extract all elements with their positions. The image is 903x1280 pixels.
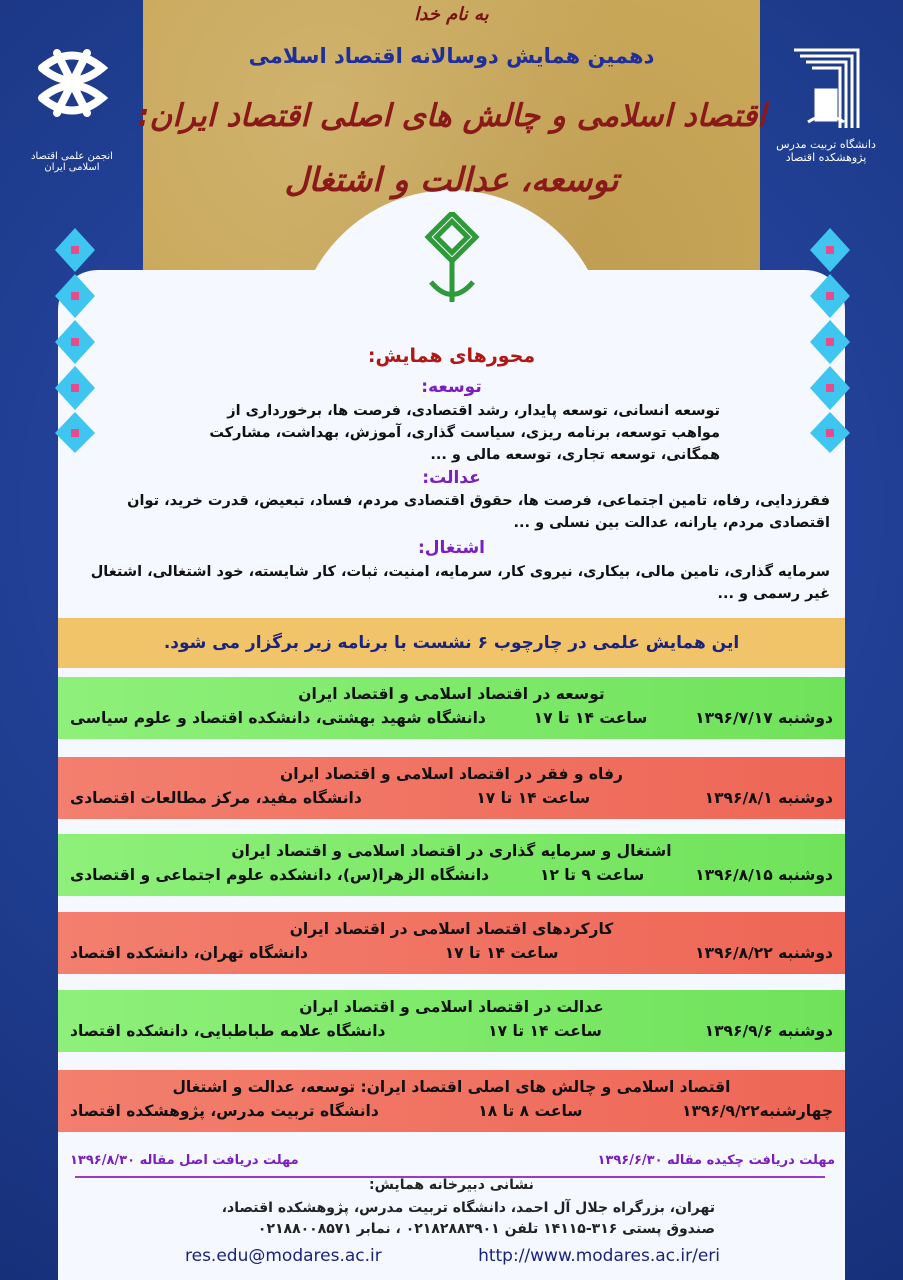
session-time: ساعت ۱۴ تا ۱۷ bbox=[488, 1022, 602, 1040]
association-logo-icon bbox=[27, 38, 117, 128]
right-pattern-icon bbox=[805, 228, 855, 453]
session-time: ساعت ۱۴ تا ۱۷ bbox=[444, 944, 559, 962]
session-date: دوشنبه ۱۳۹۶/۸/۲۲ bbox=[695, 944, 833, 962]
session-place: دانشگاه الزهرا(س)، دانشکده علوم اجتماعی و اقتصادی bbox=[70, 866, 490, 884]
session-title: توسعه در اقتصاد اسلامی و اقتصاد ایران bbox=[298, 685, 605, 703]
association-logo bbox=[22, 38, 122, 173]
university-logo-icon bbox=[786, 40, 866, 135]
axes-title: محورهای همایش: bbox=[367, 345, 536, 367]
abstract-deadline: مهلت دریافت چکیده مقاله ۱۳۹۶/۶/۳۰ bbox=[597, 1153, 835, 1168]
justice-text: فقرزدایی، رفاه، تامین اجتماعی، فرصت ها، حقوق اقتصادی مردم، فساد، تبعیض، قدرت خرید، توان اقتصادی مردم، یارانه، عدالت بین نسلی و ... bbox=[127, 493, 830, 531]
session-3 bbox=[58, 834, 845, 896]
session-place: دانشگاه شهید بهشتی، دانشکده اقتصاد و علوم سیاسی bbox=[70, 709, 486, 727]
session-5 bbox=[58, 990, 845, 1052]
conference-title-line2: توسعه، عدالت و اشتغال bbox=[284, 160, 619, 199]
left-pattern-icon bbox=[50, 228, 100, 453]
university-caption-1: دانشگاه تربیت مدرس bbox=[776, 138, 876, 151]
address-line2: صندوق پستی ۳۱۶-۱۴۱۱۵ تلفن ۰۲۱۸۲۸۸۳۹۰۱ ، نمابر ۰۲۱۸۸۰۰۸۵۷۱ bbox=[257, 1221, 715, 1237]
session-date: چهارشنبه۱۳۹۶/۹/۲۲ bbox=[682, 1102, 833, 1120]
session-time: ساعت ۸ تا ۱۸ bbox=[478, 1102, 583, 1120]
justice-heading: عدالت: bbox=[422, 468, 481, 488]
university-logo bbox=[771, 40, 881, 164]
contacts bbox=[185, 1246, 720, 1266]
session-6 bbox=[58, 1070, 845, 1132]
session-title: کارکردهای اقتصاد اسلامی در اقتصاد ایران bbox=[289, 920, 614, 938]
session-title: رفاه و فقر در اقتصاد اسلامی و اقتصاد ایران bbox=[280, 765, 623, 783]
knot-emblem-icon bbox=[413, 212, 491, 312]
employment-heading: اشتغال: bbox=[417, 538, 485, 558]
university-caption-2: پژوهشکده اقتصاد bbox=[785, 151, 867, 164]
session-date: دوشنبه ۱۳۹۶/۹/۶ bbox=[704, 1022, 833, 1040]
association-caption: انجمن علمی اقتصاد اسلامی ایران bbox=[31, 151, 113, 173]
session-place: دانشگاه علامه طباطبایی، دانشکده اقتصاد bbox=[70, 1022, 386, 1040]
session-time: ساعت ۱۴ تا ۱۷ bbox=[476, 789, 591, 807]
session-date: دوشنبه ۱۳۹۶/۸/۱۵ bbox=[695, 866, 833, 884]
session-title: اقتصاد اسلامی و چالش های اصلی اقتصاد ایران: توسعه، عدالت و اشتغال bbox=[172, 1078, 731, 1096]
conference-subtitle: دهمین همایش دوسالانه اقتصاد اسلامی bbox=[248, 44, 655, 68]
session-time: ساعت ۹ تا ۱۲ bbox=[539, 866, 645, 884]
session-place: دانشگاه مفید، مرکز مطالعات اقتصادی bbox=[70, 789, 362, 807]
session-1 bbox=[58, 677, 845, 739]
session-2 bbox=[58, 757, 845, 819]
session-place: دانشگاه تهران، دانشکده اقتصاد bbox=[70, 944, 308, 962]
intro-banner: این همایش علمی در چارچوب ۶ نشست با برنامه زیر برگزار می شود. bbox=[58, 618, 845, 668]
fullpaper-deadline: مهلت دریافت اصل مقاله ۱۳۹۶/۸/۳۰ bbox=[70, 1153, 299, 1168]
session-date: دوشنبه ۱۳۹۶/۷/۱۷ bbox=[695, 709, 833, 727]
session-date: دوشنبه ۱۳۹۶/۸/۱ bbox=[704, 789, 833, 807]
development-text: توسعه انسانی، توسعه پایدار، رشد اقتصادی، فرصت ها، برخورداری از مواهب توسعه، برنامه ریزی، سیاست گذاری، آموزش، بهداشت، مشارکت همگانی، توسعه تجاری، توسعه مالی و ... bbox=[209, 403, 720, 463]
session-4 bbox=[58, 912, 845, 974]
session-place: دانشگاه تربیت مدرس، پژوهشکده اقتصاد bbox=[70, 1102, 379, 1120]
conference-title-line1: اقتصاد اسلامی و چالش های اصلی اقتصاد ایران: bbox=[137, 98, 766, 134]
website-link[interactable]: http://www.modares.ac.ir/eri bbox=[478, 1246, 720, 1266]
session-title: اشتغال و سرمایه گذاری در اقتصاد اسلامی و اقتصاد ایران bbox=[231, 842, 672, 860]
session-title: عدالت در اقتصاد اسلامی و اقتصاد ایران bbox=[299, 998, 604, 1016]
address-heading: نشانی دبیرخانه همایش: bbox=[369, 1177, 534, 1193]
email-link[interactable]: res.edu@modares.ac.ir bbox=[185, 1246, 382, 1266]
bismillah: به نام خدا bbox=[414, 4, 489, 25]
address-line1: تهران، بزرگراه جلال آل احمد، دانشگاه تربیت مدرس، پژوهشکده اقتصاد، bbox=[221, 1200, 715, 1216]
deadlines bbox=[70, 1153, 835, 1168]
employment-text: سرمایه گذاری، تامین مالی، بیکاری، نیروی کار، سرمایه، امنیت، ثبات، کار شایسته، خود اشتغالی، اشتغال غیر رسمی و ... bbox=[90, 564, 830, 602]
development-heading: توسعه: bbox=[421, 377, 482, 397]
session-time: ساعت ۱۴ تا ۱۷ bbox=[533, 709, 648, 727]
